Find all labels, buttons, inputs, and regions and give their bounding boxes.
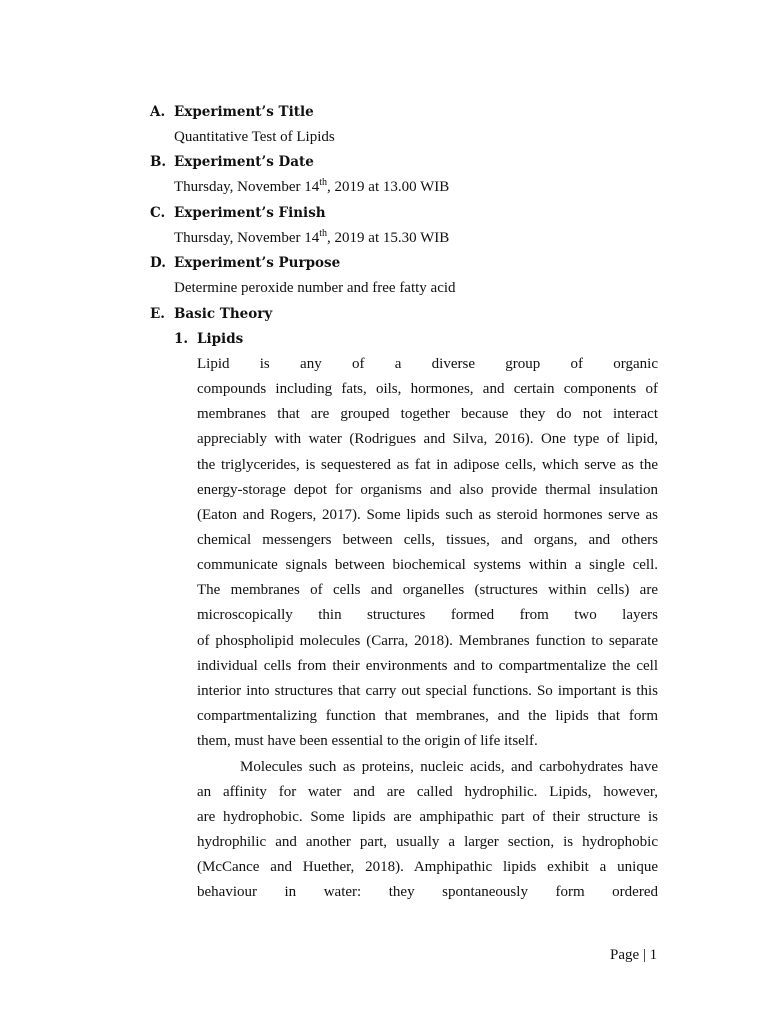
section-d-heading: Experiment’s Purpose bbox=[174, 255, 341, 271]
paragraph-2-line: (McCance and Huether, 2018). Amphipathic lipids exhibit a unique bbox=[197, 859, 658, 875]
section-a-content: Quantitative Test of Lipids bbox=[174, 129, 335, 145]
paragraph-2-line: hydrophilic and another part, usually a larger section, is hydrophobic bbox=[197, 834, 658, 850]
section-c-heading: Experiment’s Finish bbox=[174, 205, 326, 221]
paragraph-1-line: the triglycerides, is sequestered as fat in adipose cells, which serve as the bbox=[197, 457, 658, 473]
paragraph-2-line: are hydrophobic. Some lipids are amphipathic part of their structure is bbox=[197, 809, 658, 825]
paragraph-1-line: membranes that are grouped together because they do not interact bbox=[197, 406, 658, 422]
paragraph-2-line: Molecules such as proteins, nucleic acids, and carbohydrates have bbox=[240, 759, 658, 775]
section-c-content-rest: , 2019 at 15.30 WIB bbox=[327, 230, 450, 246]
section-e-heading: Basic Theory bbox=[174, 306, 273, 322]
section-c-content-main: Thursday, November 14 bbox=[174, 230, 320, 246]
subsection-marker: 1. bbox=[174, 331, 189, 347]
subsection-heading: Lipids bbox=[197, 331, 244, 347]
section-c-marker: C. bbox=[150, 205, 166, 221]
section-a-marker: A. bbox=[150, 104, 166, 120]
paragraph-1-line: energy-storage depot for organisms and also provide thermal insulation bbox=[197, 482, 658, 498]
paragraph-2-line: an affinity for water and are called hydrophilic. Lipids, however, bbox=[197, 784, 658, 800]
paragraph-2-line: behaviour in water: they spontaneously form ordered bbox=[197, 884, 658, 900]
section-d-marker: D. bbox=[150, 255, 166, 271]
section-b-marker: B. bbox=[150, 154, 167, 170]
paragraph-1-line: compounds including fats, oils, hormones, and certain components of bbox=[197, 381, 658, 397]
section-b-content-main: Thursday, November 14 bbox=[174, 179, 320, 195]
section-a-heading: Experiment’s Title bbox=[174, 104, 314, 120]
section-b-heading: Experiment’s Date bbox=[174, 154, 314, 170]
paragraph-1-line: Lipid is any of a diverse group of organic bbox=[197, 356, 658, 372]
paragraph-1-line: compartmentalizing function that membranes, and the lipids that form bbox=[197, 708, 658, 724]
paragraph-1-line: (Eaton and Rogers, 2017). Some lipids such as steroid hormones serve as bbox=[197, 507, 658, 523]
section-c-ordinal: th bbox=[319, 228, 328, 239]
section-c-content bbox=[174, 228, 449, 248]
section-d-content: Determine peroxide number and free fatty acid bbox=[174, 280, 456, 296]
paragraph-1-line: them, must have been essential to the origin of life itself. bbox=[197, 733, 538, 749]
section-b-content-rest: , 2019 at 13.00 WIB bbox=[327, 179, 450, 195]
section-e-marker: E. bbox=[150, 306, 165, 322]
paragraph-1-line: appreciably with water (Rodrigues and Silva, 2016). One type of lipid, bbox=[197, 431, 658, 447]
page-number: Page | 1 bbox=[610, 947, 658, 963]
paragraph-1-line: microscopically thin structures formed from two layers bbox=[197, 607, 658, 623]
paragraph-1-line: chemical messengers between cells, tissues, and organs, and others bbox=[197, 532, 658, 548]
paragraph-1-line: interior into structures that carry out special functions. So important is this bbox=[197, 683, 658, 699]
paragraph-1-line: communicate signals between biochemical systems within a single cell. bbox=[197, 557, 658, 573]
paragraph-1-line: of phospholipid molecules (Carra, 2018). Membranes function to separate bbox=[197, 633, 658, 649]
section-b-content bbox=[174, 177, 449, 197]
paragraph-1-line: individual cells from their environments and to compartmentalize the cell bbox=[197, 658, 658, 674]
section-b-ordinal: th bbox=[319, 177, 328, 188]
paragraph-1-line: The membranes of cells and organelles (structures within cells) are bbox=[197, 582, 658, 598]
